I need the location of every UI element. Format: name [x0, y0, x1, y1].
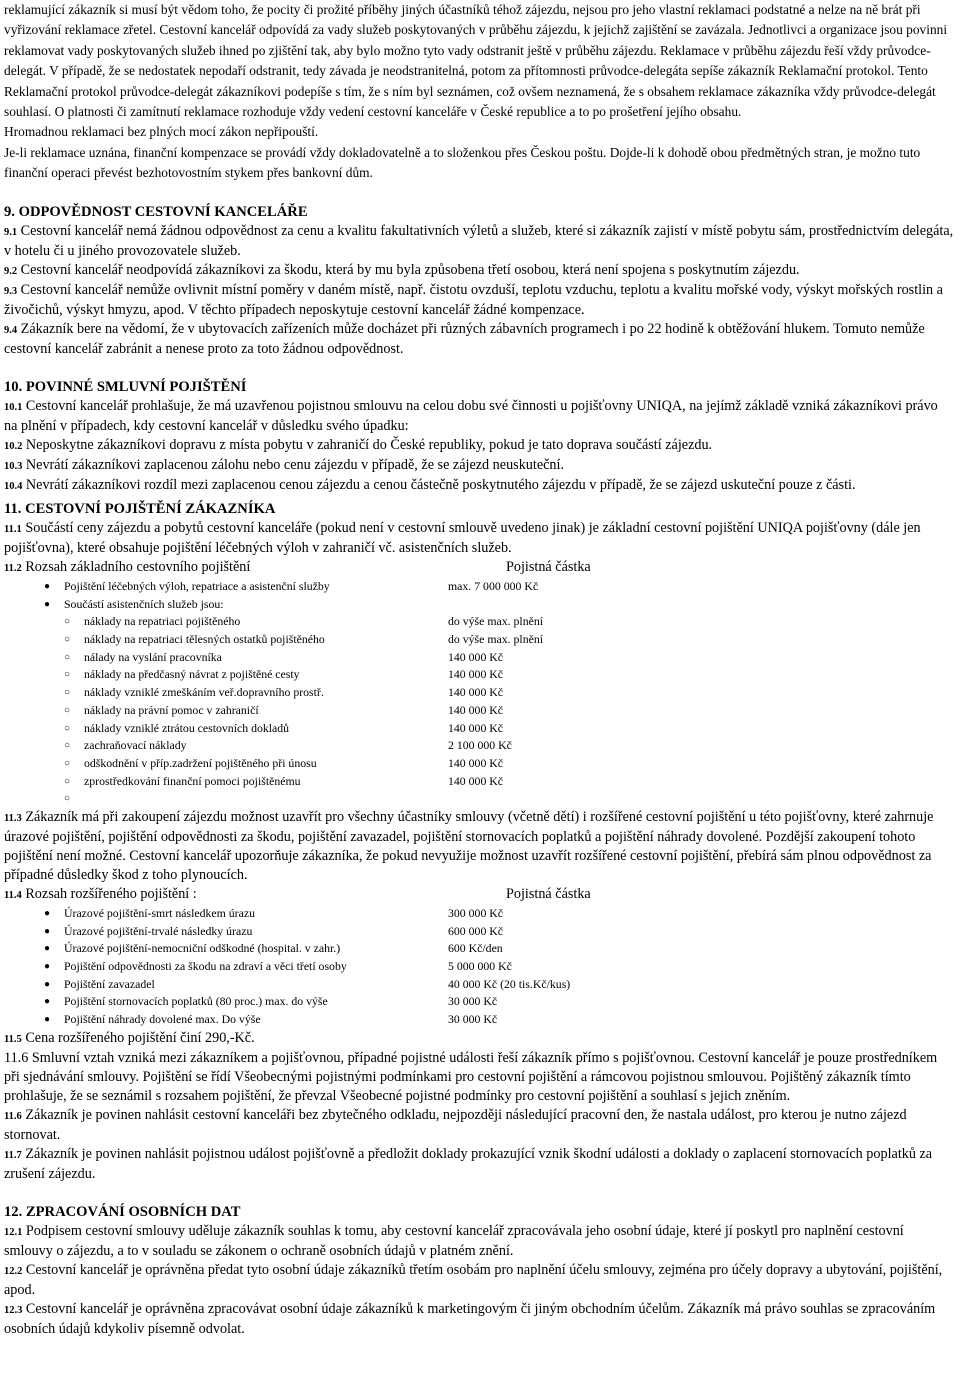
circle-bullet-icon: ○ — [64, 793, 71, 805]
clause-9-3: 9.3 Cestovní kancelář nemůže ovlivnit místní poměry v daném místě, např. čistotu ovzduší, teplotu vzduchu, teplotu a kvalitu mořské vody, výskyt mořských rostlin a živočichů, výskyt hmyzu, apod. V těchto případech neposkytuje cestovní kancelář žádné kompenzace. — [4, 281, 943, 318]
cover-row: ○ odškodnění v příp.zadržení pojištěného při únosu 140 000 Kč — [4, 755, 954, 773]
section-11-heading: 11. CESTOVNÍ POJIŠTĚNÍ ZÁKAZNÍKA — [4, 501, 276, 517]
cover-row: ○ nálady na vyslání pracovníka 140 000 Kč — [4, 649, 954, 667]
bullet-icon: ● — [44, 581, 51, 592]
basic-cover-list — [4, 578, 954, 808]
clause-10-3: 10.3 Nevrátí zákazníkovi zaplacenou zálohu nebo cenu zájezdu v případě, že se zájezd neuskuteční. — [4, 456, 564, 473]
circle-bullet-icon: ○ — [64, 722, 71, 734]
intro-paragraph-1: reklamující zákazník si musí být vědom toho, že pocity či prožité příběhy jiných účastníků téhož zájezdu, nejsou pro jeho vlastní reklamaci podstatné a nelze na ně brát při vyřizování reklamace zřetel. Cestovní kancelář odpovídá za vady služeb poskytovaných v průběhu zájezdu, k jejichž zajištění se zavázala. Jednotlivci a organizace jsou povinni reklamovat vady poskytovaných služeb ihned po zjištění tak, aby bylo možno tyto vady odstranit ještě v průběhu zájezdu. Reklamace v průběhu zájezdu řeší vždy průvodce-delegát. V případě, že se nedostatek nepodaří odstranit, tedy závada je neodstranitelná, potom za přítomnosti průvodce-delegáta sepíše zákazník Reklamační protokol. Tento Reklamační protokol průvodce-delegát zákazníkovi podepíše s tím, že s ním byl seznámen, což ovšem neznamená, že s obsahem reklamace zákazníka vždy průvodce-delegát souhlasí. O platnosti či zamítnutí reklamace rozhoduje vždy vedení cestovní kanceláře v České republice a to po prošetření jejího obsahu. — [4, 2, 948, 120]
circle-bullet-icon: ○ — [64, 757, 71, 769]
cover-row — [4, 790, 954, 808]
clause-12-2: 12.2 Cestovní kancelář je oprávněna předat tyto osobní údaje zákazníků třetím osobám pro naplnění účelu smlouvy, zejména pro účely dopravy a ubytování, pojištění, apod. — [4, 1261, 943, 1298]
bullet-icon: ● — [44, 943, 51, 955]
circle-bullet-icon: ○ — [64, 775, 71, 787]
cover-row: ● Úrazové pojištění-trvalé následky úrazu 600 000 Kč — [4, 923, 954, 941]
cover-row: ● Pojištění zavazadel 40 000 Kč (20 tis.Kč/kus) — [4, 976, 954, 994]
circle-bullet-icon: ○ — [64, 704, 71, 716]
cover-row: ● Pojištění léčebných výloh, repatriace a asistenční služby max. 7 000 000 Kč — [4, 578, 954, 596]
upper-block — [4, 0, 954, 496]
bullet-icon: ● — [44, 598, 51, 610]
cover-row: ○ náklady na repatriaci tělesných ostatků pojištěného do výše max. plnění — [4, 631, 954, 649]
intro-paragraph-3: Je-li reklamace uznána, finanční kompenzace se provádí vždy dokladovatelně a to složenkou přes Českou poštu. Dojde-li k dohodě obou předmětných stran, je možno tuto finanční operaci převést bezhotovostním stykem přes bankovní dům. — [4, 144, 921, 181]
clause-10-1: 10.1 Cestovní kancelář prohlašuje, že má uzavřenou pojistnou smlouvu na celou dobu své činnosti u pojišťovny UNIQA, na jejímž základě vzniká zákazníkovi právo na plnění v případech, kdy cestovní kancelář v důsledku svého úpadku: — [4, 397, 938, 434]
clause-10-2: 10.2 Neposkytne zákazníkovi dopravu z místa pobytu v zahraničí do České republiky, pokud je tato doprava součástí zájezdu. — [4, 436, 713, 453]
section-10-heading: 10. POVINNÉ SMLUVNÍ POJIŠTĚNÍ — [4, 378, 247, 395]
bullet-icon: ● — [44, 907, 51, 919]
circle-bullet-icon: ○ — [64, 669, 71, 681]
cover-row: ● Pojištění náhrady dovolené max. Do výše 30 000 Kč — [4, 1011, 954, 1029]
cover-row: ● Úrazové pojištění-smrt následkem úrazu 300 000 Kč — [4, 905, 954, 923]
bullet-icon: ● — [44, 978, 51, 990]
circle-bullet-icon: ○ — [64, 651, 71, 663]
bullet-icon: ● — [44, 1014, 51, 1026]
bullet-icon: ● — [44, 996, 51, 1008]
clause-11-2-header: 11.2 Rozsah základního cestovního pojištění Pojistná částka — [4, 559, 591, 575]
intro-paragraph-2: Hromadnou reklamaci bez plných mocí zákon nepřipouští. — [4, 124, 319, 140]
clause-11-6-first: 11.6 Smluvní vztah vzniká mezi zákazníkem a pojišťovnou, případné pojistné události řeší zákazník přímo s pojišťovnou. Cestovní kancelář je pouze prostředníkem při sjednávání smlouvy. Pojištění se řídí Všeobecnými pojistnými podmínkami pro cestovní pojištění a rámcovou pojistnou smlouvou. Pojištěný zákazník tímto prohlašuje, že se seznámil s rozsahem pojištění, že převzal Všeobecné pojistné podmínky pro cestovní pojištění a souhlasí s jejich zněním. — [4, 1049, 938, 1104]
extended-cover-list — [4, 905, 954, 1029]
clause-11-3: 11.3 Zákazník má při zakoupení zájezdu možnost uzavřít pro všechny účastníky smlouvy (včetně dětí) i rozšířené cestovní pojištění u této pojišťovny, které zahrnuje úrazové pojištění, pojištění odpovědnosti za škodu, pojištění zavazadel, pojištění stornovacích poplatků a pojištění náhrady dovolené. Pozdější zakoupení tohoto pojištění není možné. Cestovní kancelář upozorňuje zákazníka, že pokud nevyužije možnost uzavřít rozšířené cestovní pojištění, přebírá sám plnou odpovědnost za případné důsledky škod z toho plynoucích. — [4, 808, 934, 883]
clause-9-2: 9.2 Cestovní kancelář neodpovídá zákazníkovi za škodu, která by mu byla způsobena třetí osobou, která není spojena s poskytnutím zájezdu. — [4, 261, 800, 278]
section-9-heading: 9. ODPOVĚDNOST CESTOVNÍ KANCELÁŘE — [4, 203, 308, 220]
lower-block — [4, 499, 954, 1339]
section-12-heading: 12. ZPRACOVÁNÍ OSOBNÍCH DAT — [4, 1203, 241, 1220]
clause-11-6-second: 11.6 Zákazník je povinen nahlásit cestovní kanceláři bez zbytečného odkladu, nejpozději následující pracovní den, že nastala událost, pro kterou je nutno zájezd stornovat. — [4, 1106, 907, 1143]
cover-row: ○ náklady vzniklé ztrátou cestovních dokladů 140 000 Kč — [4, 720, 954, 738]
cover-row: ● Součástí asistenčních služeb jsou: — [4, 596, 954, 614]
bullet-icon: ● — [44, 961, 51, 972]
cover-row: ○ náklady vzniklé zmeškáním veř.dopravního prostř. 140 000 Kč — [4, 684, 954, 702]
circle-bullet-icon: ○ — [64, 634, 71, 646]
clause-10-4: 10.4 Nevrátí zákazníkovi rozdíl mezi zaplacenou cenou zájezdu a cenou částečně poskytnutého zájezdu v případě, že se zájezd uskuteční pouze z části. — [4, 476, 856, 493]
cover-row: ● Úrazové pojištění-nemocniční odškodné (hospital. v zahr.) 600 Kč/den — [4, 940, 954, 958]
clause-12-1: 12.1 Podpisem cestovní smlouvy uděluje zákazník souhlas k tomu, aby cestovní kancelář zpracovávala jeho osobní údaje, které jí poskytl pro naplnění cestovní smlouvy o zájezdu, a to v souladu se zákonem o ochraně osobních údajů v platném znění. — [4, 1222, 904, 1259]
bullet-icon: ● — [44, 925, 51, 937]
circle-bullet-icon: ○ — [64, 616, 71, 628]
clause-11-1: 11.1 Součástí ceny zájezdu a pobytů cestovní kanceláře (pokud není v cestovní smlouvě uvedeno jinak) je základní cestovní pojištění UNIQA pojišťovny (dále jen pojišťovna), které obsahuje pojištění léčebných výloh v zahraničí vč. asistenčních služeb. — [4, 520, 921, 556]
cover-row: ○ zachraňovací náklady 2 100 000 Kč — [4, 737, 954, 755]
cover-row: ○ náklady na předčasný návrat z pojištěné cesty 140 000 Kč — [4, 666, 954, 684]
cover-row: ● Pojištění odpovědnosti za škodu na zdraví a věci třetí osoby 5 000 000 Kč — [4, 958, 954, 976]
clause-9-1: 9.1 Cestovní kancelář nemá žádnou odpovědnost za cenu a kvalitu fakultativních výletů a služeb, které si zákazník zajistí v místě pobytu sám, prostřednictvím delegáta, v hotelu či u jiného provozovatele služeb. — [4, 222, 954, 259]
cover-row: ○ náklady na repatriaci pojištěného do výše max. plnění — [4, 613, 954, 631]
cover-row: ○ zprostředkování finanční pomoci pojištěnému 140 000 Kč — [4, 773, 954, 791]
clause-11-5: 11.5 Cena rozšířeného pojištění činí 290,-Kč. — [4, 1029, 255, 1046]
clause-12-3: 12.3 Cestovní kancelář je oprávněna zpracovávat osobní údaje zákazníků k marketingovým či jiným obchodním účelům. Zákazník má právo souhlas se zpracováním osobních údajů kdykoliv písemně odvolat. — [4, 1300, 936, 1337]
circle-bullet-icon: ○ — [64, 740, 71, 752]
cover-row: ● Pojištění stornovacích poplatků (80 proc.) max. do výše 30 000 Kč — [4, 993, 954, 1011]
clause-11-7: 11.7 Zákazník je povinen nahlásit pojistnou událost pojišťovně a předložit doklady prokazující vznik škodní události a doklady o zaplacení stornovacích poplatků za zrušení zájezdu. — [4, 1145, 933, 1182]
clause-9-4: 9.4 Zákazník bere na vědomí, že v ubytovacích zařízeních může docházet při různých zábavních programech i po 22 hodině k obtěžování hlukem. Tomuto nemůže cestovní kancelář zabránit a nenese proto za toto žádnou odpovědnost. — [4, 320, 925, 357]
cover-row: ○ náklady na právní pomoc v zahraničí 140 000 Kč — [4, 702, 954, 720]
circle-bullet-icon: ○ — [64, 687, 71, 699]
clause-11-4-header: 11.4 Rozsah rozšířeného pojištění : Pojistná částka — [4, 885, 591, 902]
